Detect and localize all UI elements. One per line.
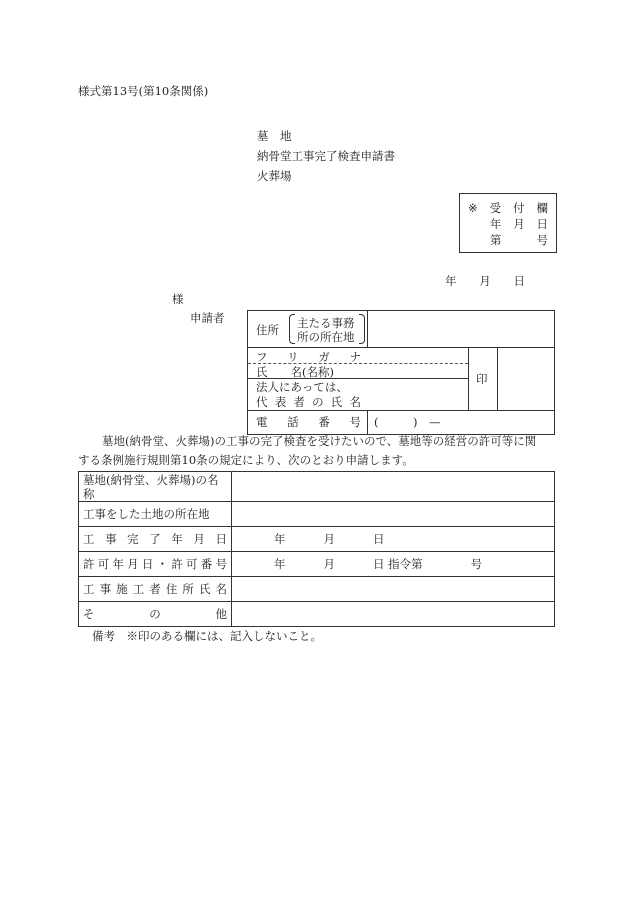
corp-rep-char: 名 — [349, 395, 361, 409]
furigana-char: リ — [287, 350, 299, 364]
corp-rep-char: 代 — [256, 395, 268, 409]
corp-rep-char: 氏 — [330, 395, 343, 409]
phone-char: 話 — [287, 415, 299, 429]
document-title — [257, 126, 395, 186]
name-label: 氏 名(名称) — [256, 365, 334, 379]
label-char: 施 — [116, 582, 128, 596]
receipt-char: 付 — [513, 201, 525, 215]
remarks-note: 備考 ※印のある欄には、記入しないこと。 — [92, 629, 322, 643]
number-char: 号 — [470, 557, 483, 571]
date-char: 日 — [373, 532, 385, 546]
label-char: の — [149, 607, 161, 621]
application-date[interactable] — [445, 276, 525, 288]
label-char: 月 — [193, 532, 205, 546]
statement-line: する条例施行規則第10条の規定により、次のとおり申請します。 — [78, 453, 414, 467]
label-char: 了 — [149, 532, 161, 546]
title-line-cemetery: 墓 地 — [257, 129, 292, 143]
corp-rep-line2 — [256, 396, 361, 409]
receipt-char: 欄 — [536, 201, 548, 215]
receipt-char: 受 — [489, 201, 502, 215]
furigana-label — [256, 351, 361, 364]
addressee: 様 — [172, 292, 184, 306]
label-char: 工 — [132, 582, 145, 596]
title-line-crematorium: 火葬場 — [257, 169, 292, 183]
phone-char: 号 — [349, 415, 361, 429]
other-label — [79, 602, 232, 627]
statement-line: 墓地(納骨堂、火葬場)の工事の完了検査を受けたいので、墓地等の経営の許可等に関 — [102, 434, 537, 448]
label-char: 日 — [215, 532, 227, 546]
facility-name-label: 墓地(納骨堂、火葬場)の名称 — [79, 472, 232, 502]
contractor-label — [79, 577, 232, 602]
corp-rep-char: の — [312, 395, 324, 409]
phone-input[interactable]: ( ) — — [374, 415, 441, 429]
applicant-label: 申請者 — [190, 311, 225, 325]
label-char: 工 — [83, 532, 95, 546]
label-char: 住 — [165, 582, 178, 596]
title-line-main: 納骨堂工事完了検査申請書 — [257, 149, 395, 163]
date-char: 月 — [323, 532, 335, 546]
table-row — [79, 502, 555, 527]
date-year: 年 — [445, 274, 457, 288]
office-location-line: 主たる事務 — [297, 316, 355, 330]
other-input[interactable] — [232, 602, 555, 627]
permit-date-number-label — [79, 552, 232, 577]
date-day: 日 — [513, 274, 525, 288]
receipt-date[interactable] — [490, 219, 548, 231]
label-char: 可 — [186, 557, 198, 571]
col-divider — [468, 348, 469, 411]
form-number: 様式第13号(第10条関係) — [78, 84, 209, 98]
date-char: 年 — [274, 532, 286, 546]
asterisk-mark: ※ — [468, 201, 478, 215]
receipt-number-char: 号 — [536, 233, 548, 247]
facility-name-input[interactable] — [232, 472, 555, 502]
office-location-line: 所の所在地 — [297, 330, 355, 344]
land-location-label: 工事をした土地の所在地 — [79, 502, 232, 527]
land-location-input[interactable] — [232, 502, 555, 527]
date-char: 日 指令第 — [373, 557, 423, 571]
label-char: 事 — [99, 582, 112, 596]
label-char: 者 — [149, 582, 161, 596]
label-char: 完 — [127, 532, 139, 546]
label-char: 所 — [182, 582, 194, 596]
receipt-number-char: 第 — [490, 233, 502, 247]
label-char: ・ — [156, 557, 169, 571]
receipt-date-char: 日 — [536, 217, 548, 231]
corp-rep-char: 表 — [274, 395, 287, 409]
phone-char: 番 — [318, 415, 330, 429]
label-char: 名 — [215, 582, 227, 596]
receipt-header — [468, 203, 548, 215]
table-row — [79, 527, 555, 552]
corp-rep-line1: 法人にあっては、 — [256, 380, 348, 394]
completion-date-input[interactable] — [232, 527, 555, 552]
receipt-number[interactable] — [490, 235, 548, 247]
receipt-box — [459, 193, 557, 253]
label-char: 月 — [127, 557, 139, 571]
label-char: 年 — [112, 557, 124, 571]
label-char: 他 — [215, 607, 227, 621]
office-location-label — [289, 314, 365, 344]
address-input[interactable] — [369, 313, 553, 346]
furigana-char: ナ — [349, 350, 361, 364]
table-row — [79, 602, 555, 627]
col-divider — [497, 348, 498, 411]
seal-mark: 印 — [476, 372, 488, 386]
receipt-date-char: 年 — [490, 217, 502, 231]
details-table — [78, 471, 555, 627]
address-label: 住所 — [256, 323, 279, 337]
applicant-table — [247, 310, 555, 435]
completion-date-label — [79, 527, 232, 552]
row-divider — [248, 410, 554, 411]
table-row — [79, 577, 555, 602]
table-row — [79, 472, 555, 502]
col-divider — [367, 411, 368, 434]
label-char: 年 — [171, 532, 183, 546]
furigana-char: フ — [256, 350, 268, 364]
label-char: そ — [83, 607, 95, 621]
date-month: 月 — [479, 274, 491, 288]
contractor-input[interactable] — [232, 577, 555, 602]
date-char: 月 — [323, 557, 335, 571]
col-divider — [367, 311, 368, 348]
permit-date-number-input[interactable] — [232, 552, 555, 577]
table-row — [79, 552, 555, 577]
receipt-date-char: 月 — [513, 217, 525, 231]
label-char: 事 — [105, 532, 117, 546]
phone-label — [256, 416, 361, 429]
label-char: 可 — [97, 557, 110, 571]
furigana-char: ガ — [318, 350, 330, 364]
phone-char: 電 — [256, 415, 268, 429]
label-char: 日 — [141, 557, 154, 571]
label-char: 番 — [200, 557, 213, 571]
label-char: 許 — [171, 557, 183, 571]
label-char: 許 — [83, 557, 95, 571]
label-char: 号 — [215, 557, 227, 571]
label-char: 氏 — [198, 582, 211, 596]
label-char: 工 — [83, 582, 95, 596]
corp-rep-char: 者 — [293, 395, 305, 409]
date-char: 年 — [274, 557, 286, 571]
row-divider — [248, 347, 554, 348]
